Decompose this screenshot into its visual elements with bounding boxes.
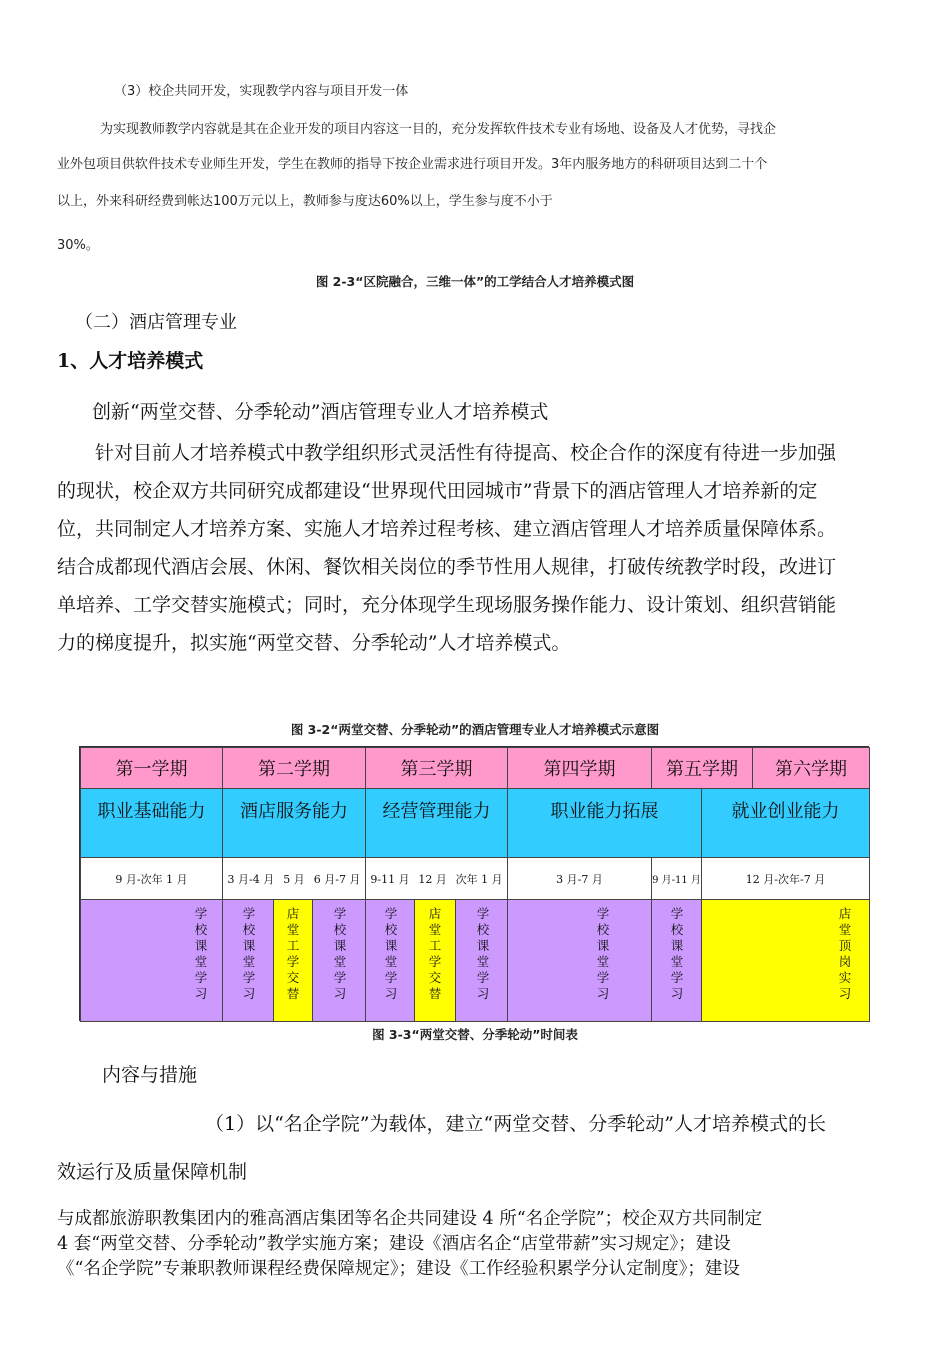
ability-cell-2: 酒店服务能力 (222, 788, 366, 858)
month-label: 次年 1 月 (455, 872, 503, 886)
tail-line: 《“名企学院”专兼职教师课程经费保障规定》；建设《工作经验积累学分认定制度》；建设 (57, 1259, 740, 1279)
semester-cell-3: 第三学期 (365, 747, 508, 789)
subheading: 1、人才培养模式 (57, 350, 204, 372)
measures-heading: 内容与措施 (102, 1064, 198, 1086)
ability-cell-1: 职业基础能力 (80, 788, 223, 858)
para-line: 力的梯度提升，拟实施“两堂交替、分季轮动”人才培养模式。 (57, 632, 571, 654)
semester-cell-2: 第二学期 (222, 747, 366, 789)
measure-item-1: （1）以“名企学院”为载体，建立“两堂交替、分季轮动”人才培养模式的长 (205, 1113, 826, 1135)
para-line: 针对目前人才培养模式中教学组织形式灵活性有待提高、校企合作的深度有待进一步加强 (95, 442, 837, 464)
figure-caption-3-2: 图 3-2“两堂交替、分季轮动”的酒店管理专业人才培养模式示意图 (290, 722, 660, 737)
tail-line: 与成都旅游职教集团内的雅高酒店集团等名企共同建设 4 所“名企学院”；校企双方共同制定 (57, 1209, 763, 1229)
activity-school-3: 学校课堂学习 (312, 899, 366, 1022)
semester-cell-4: 第四学期 (507, 747, 652, 789)
para-line: 单培养、工学交替实施模式；同时，充分体现学生现场服务操作能力、设计策划、组织营销能 (57, 594, 837, 616)
semester-cell-6: 第六学期 (752, 747, 870, 789)
month-label: 9 月-11 月 (652, 875, 701, 886)
activity-hotel-2: 店堂工学交替 (414, 899, 456, 1022)
section2-paragraph (57, 434, 893, 662)
para-line: 的现状，校企双方共同研究成都建设“世界现代田园城市”背景下的酒店管理人才培养新的定 (57, 480, 818, 502)
activity-school-5: 学校课堂学习 (455, 899, 508, 1022)
para-line: 以上，外来科研经费到帐达100万元以上，教师参与度达60%以上，学生参与度不小于 (57, 194, 553, 209)
measure-item-1-cont: 效运行及质量保障机制 (57, 1161, 248, 1183)
para-line: 为实现教师教学内容就是其在企业开发的项目内容这一目的，充分发挥软件技术专业有场地、设备及人才优势，寻找企 (100, 122, 777, 137)
ability-cell-5: 就业创业能力 (701, 788, 870, 858)
activity-hotel-1: 店堂工学交替 (273, 899, 313, 1022)
activity-school-2: 学校课堂学习 (222, 899, 274, 1022)
month-cell: 9 月-次年 1 月 (80, 857, 223, 900)
month-label: 3 月-4 月 (227, 872, 275, 886)
month-cell: 3 月-7 月 (507, 857, 652, 900)
ability-cell-3: 经营管理能力 (365, 788, 508, 858)
month-cell-group (365, 857, 508, 900)
model-title: 创新“两堂交替、分季轮动”酒店管理专业人才培养模式 (92, 401, 549, 423)
tail-line: 4 套“两堂交替、分季轮动”教学实施方案；建设《酒店名企“店堂带薪”实习规定》；建设 (57, 1234, 731, 1254)
para-line: 业外包项目供软件技术专业师生开发，学生在教师的指导下按企业需求进行项目开发。3年内服务地方的科研项目达到二十个 (57, 157, 768, 172)
figure-caption-3-3: 图 3-3“两堂交替、分季轮动”时间表 (372, 1027, 578, 1042)
activity-school-1: 学校课堂学习 (80, 899, 223, 1022)
para-line: 结合成都现代酒店会展、休闲、餐饮相关岗位的季节性用人规律，打破传统教学时段，改进订 (57, 556, 837, 578)
month-label: 12 月 (418, 872, 447, 886)
month-label: 6 月-7 月 (313, 872, 361, 886)
semester-cell-5: 第五学期 (651, 747, 753, 789)
schedule-table (79, 746, 869, 1021)
activity-school-7: 学校课堂学习 (651, 899, 702, 1022)
semester-cell-1: 第一学期 (80, 747, 223, 789)
activity-hotel-3: 店堂顶岗实习 (701, 899, 870, 1022)
activity-school-4: 学校课堂学习 (365, 899, 415, 1022)
para-tail: 30%。 (57, 238, 99, 253)
section-heading-3: （3）校企共同开发，实现教学内容与项目开发一体 (114, 84, 409, 99)
figure-caption-2-3: 图 2-3“区院融合，三维一体”的工学结合人才培养模式图 (315, 274, 635, 289)
section-heading: （二）酒店管理专业 (75, 312, 237, 333)
month-label: 9-11 月 (370, 872, 410, 886)
activity-school-6: 学校课堂学习 (507, 899, 652, 1022)
ability-cell-4: 职业能力拓展 (507, 788, 702, 858)
month-label: 5 月 (283, 872, 305, 886)
para-line: 位，共同制定人才培养方案、实施人才培养过程考核、建立酒店管理人才培养质量保障体系。 (57, 518, 837, 540)
month-cell: 12 月-次年-7 月 (701, 857, 870, 900)
month-cell (651, 857, 702, 900)
month-cell-group (222, 857, 366, 900)
